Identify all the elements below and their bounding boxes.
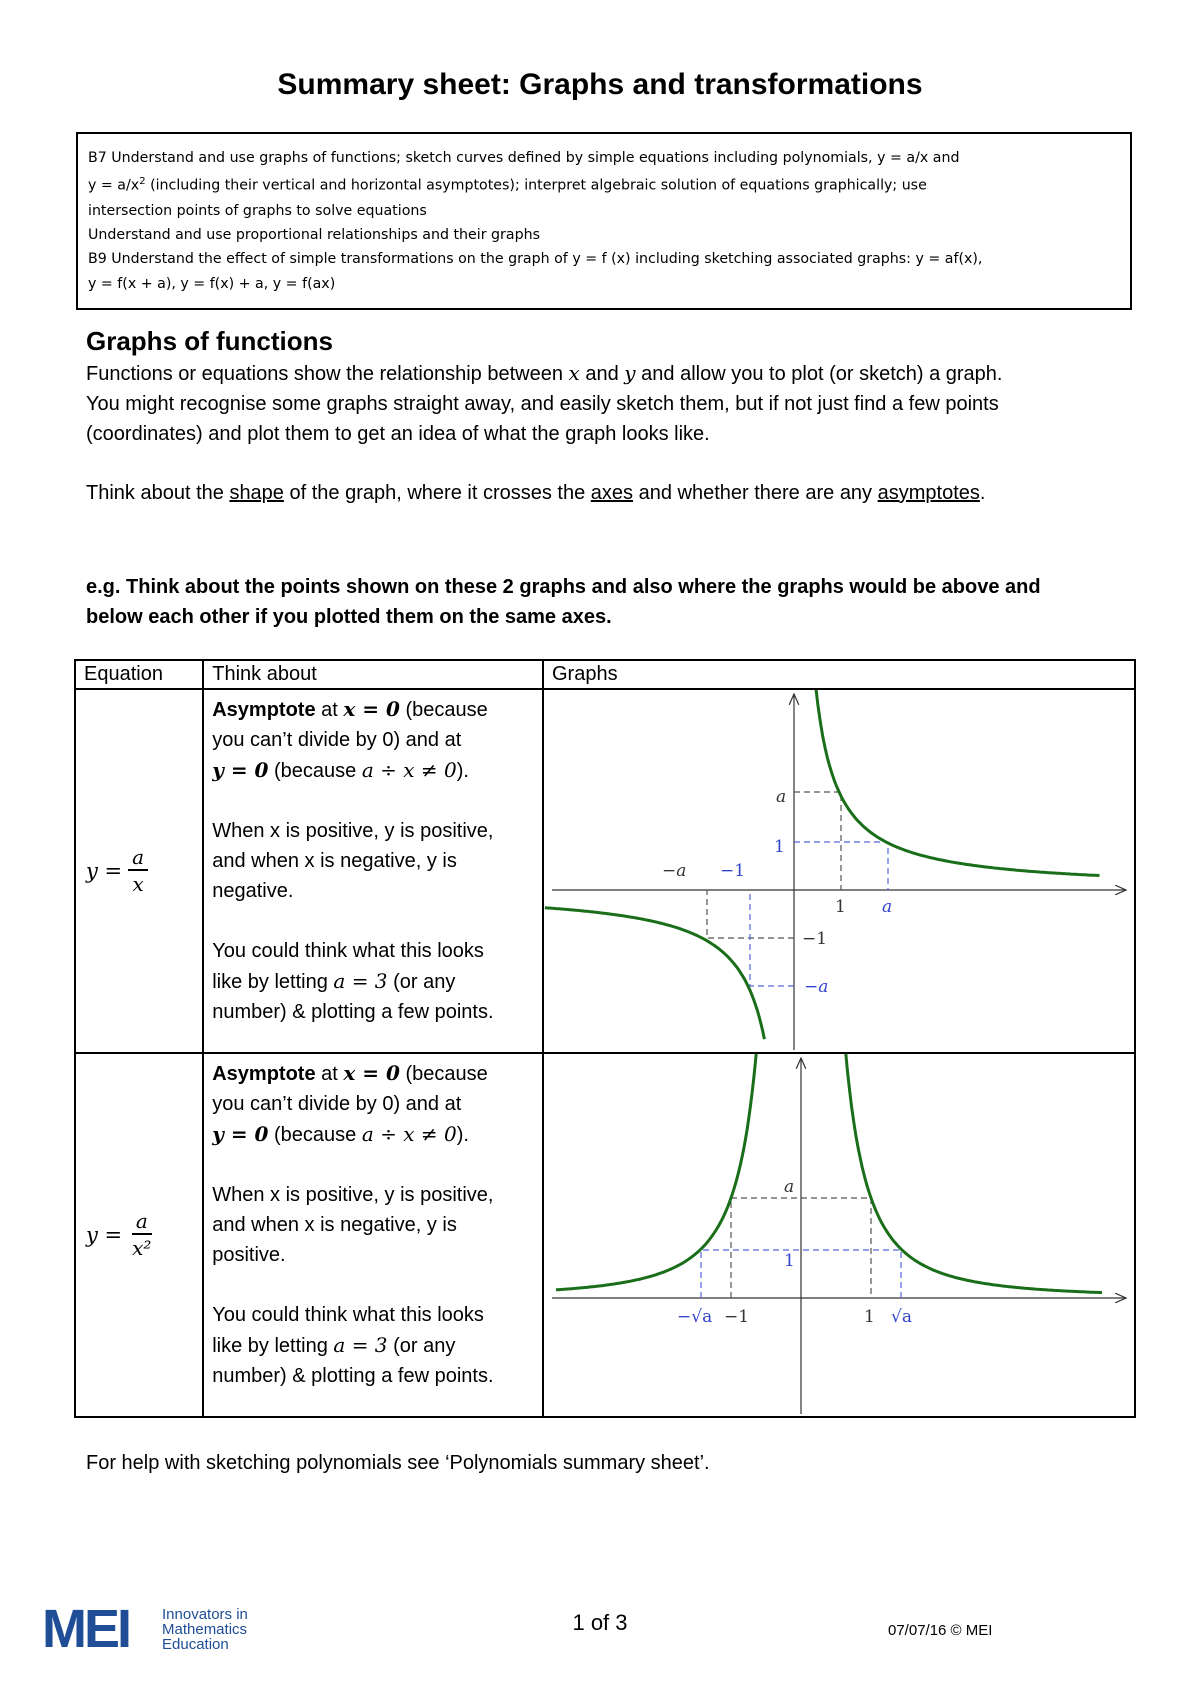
page-title: Summary sheet: Graphs and transformations bbox=[277, 68, 923, 101]
spec-line: $y = a/x^2$ (including their vertical and horizontal asymptotes); interpret algebraic solution of equations graphically; use bbox=[88, 176, 927, 195]
spec-line: y = f(x + a), y = f(x) + a, y = f(ax) bbox=[88, 275, 336, 292]
label-x-a: a bbox=[882, 897, 893, 917]
think-paragraph: Think about the shape of the graph, where it crosses the axes and whether there are any asymptotes. bbox=[86, 482, 986, 504]
think-about-cell: Asymptote at x = 0 (because you can’t divide by 0) and at y = 0 (because a ÷ x ≠ 0). When x is positive, y is positive, and when x is negative, y is positive. You could think what this looks like by letting a = 3 (or any number) & plotting a few points. bbox=[203, 1053, 543, 1417]
example-prompt: e.g. Think about the points shown on these 2 graphs and also where the graphs would be above and below each other if you plotted them on the same axes. bbox=[86, 576, 1041, 628]
page-number: 1 of 3 bbox=[572, 1610, 628, 1635]
spec-line: Understand and use proportional relationships and their graphs bbox=[88, 226, 540, 243]
label-neg-one: −1 bbox=[724, 1307, 750, 1327]
label-neg-sqrt-a: −√a bbox=[677, 1307, 713, 1327]
header-equation: Equation bbox=[75, 660, 203, 689]
logo-line: Education bbox=[162, 1636, 229, 1653]
intro-paragraph: Functions or equations show the relationship between x and y and allow you to plot (or sketch) a graph. You might recognise some graphs straight away, and easily sketch them, but if not just find a few points (coordinates) and plot them to get an idea of what the graph looks like. bbox=[86, 361, 1003, 445]
reciprocal-square-graph bbox=[544, 1054, 1134, 1416]
label-neg-a: −a bbox=[662, 861, 687, 881]
header-think-about: Think about bbox=[203, 660, 543, 689]
table-row bbox=[75, 689, 1135, 1053]
date-copyright: 07/07/16 © MEI bbox=[888, 1622, 993, 1639]
table-header-row bbox=[75, 660, 1135, 689]
equation-cell: y = $\frac{a}{x}$ bbox=[75, 689, 203, 1053]
spec-line: intersection points of graphs to solve equations bbox=[88, 202, 427, 219]
logo-line: Innovators in bbox=[162, 1606, 248, 1623]
section-heading: Graphs of functions bbox=[86, 326, 333, 356]
label-one-y: 1 bbox=[774, 837, 785, 857]
curve-left-branch bbox=[556, 1054, 759, 1290]
label-a: a bbox=[776, 787, 787, 807]
spec-line: B9 Understand the effect of simple transformations on the graph of y = f (x) including sketching associated graphs: y = af(x), bbox=[88, 251, 983, 268]
label-x-one: 1 bbox=[835, 897, 846, 917]
logo-line: Mathematics bbox=[162, 1621, 248, 1638]
label-a: a bbox=[784, 1177, 795, 1197]
label-x-one: 1 bbox=[864, 1307, 875, 1327]
think-about-cell: Asymptote at x = 0 (because you can’t divide by 0) and at y = 0 (because a ÷ x ≠ 0). When x is positive, y is positive, and when x is negative, y is negative. You could think what this looks like by letting a = 3 (or any number) & plotting a few points. bbox=[203, 689, 543, 1053]
table-row bbox=[75, 1053, 1135, 1417]
label-neg-one: −1 bbox=[720, 861, 746, 881]
header-graphs: Graphs bbox=[543, 660, 1135, 689]
curve-right-branch bbox=[843, 1054, 1102, 1293]
label-one-y: 1 bbox=[784, 1251, 795, 1271]
curve-negative-branch bbox=[545, 908, 765, 1039]
graph-cell bbox=[543, 689, 1135, 1053]
label-y-neg-one: −1 bbox=[802, 929, 828, 949]
dashed-guides-blue bbox=[750, 842, 888, 986]
reciprocal-graph bbox=[544, 690, 1134, 1052]
logo-mark: MEI bbox=[42, 1603, 130, 1655]
equation-table bbox=[74, 659, 1136, 1418]
spec-line: B7 Understand and use graphs of functions; sketch curves defined by simple equations including polynomials, y = a/x and bbox=[88, 150, 960, 166]
graph-cell bbox=[543, 1053, 1135, 1417]
label-y-neg-a: −a bbox=[804, 977, 829, 997]
equation-cell: y = $\frac{a}{\text{x²}}$ bbox=[75, 1053, 203, 1417]
specification-box bbox=[76, 132, 1132, 310]
curve-positive-branch bbox=[816, 690, 1100, 876]
label-sqrt-a: √a bbox=[891, 1307, 912, 1327]
help-note: For help with sketching polynomials see ‘Polynomials summary sheet’. bbox=[86, 1452, 710, 1474]
